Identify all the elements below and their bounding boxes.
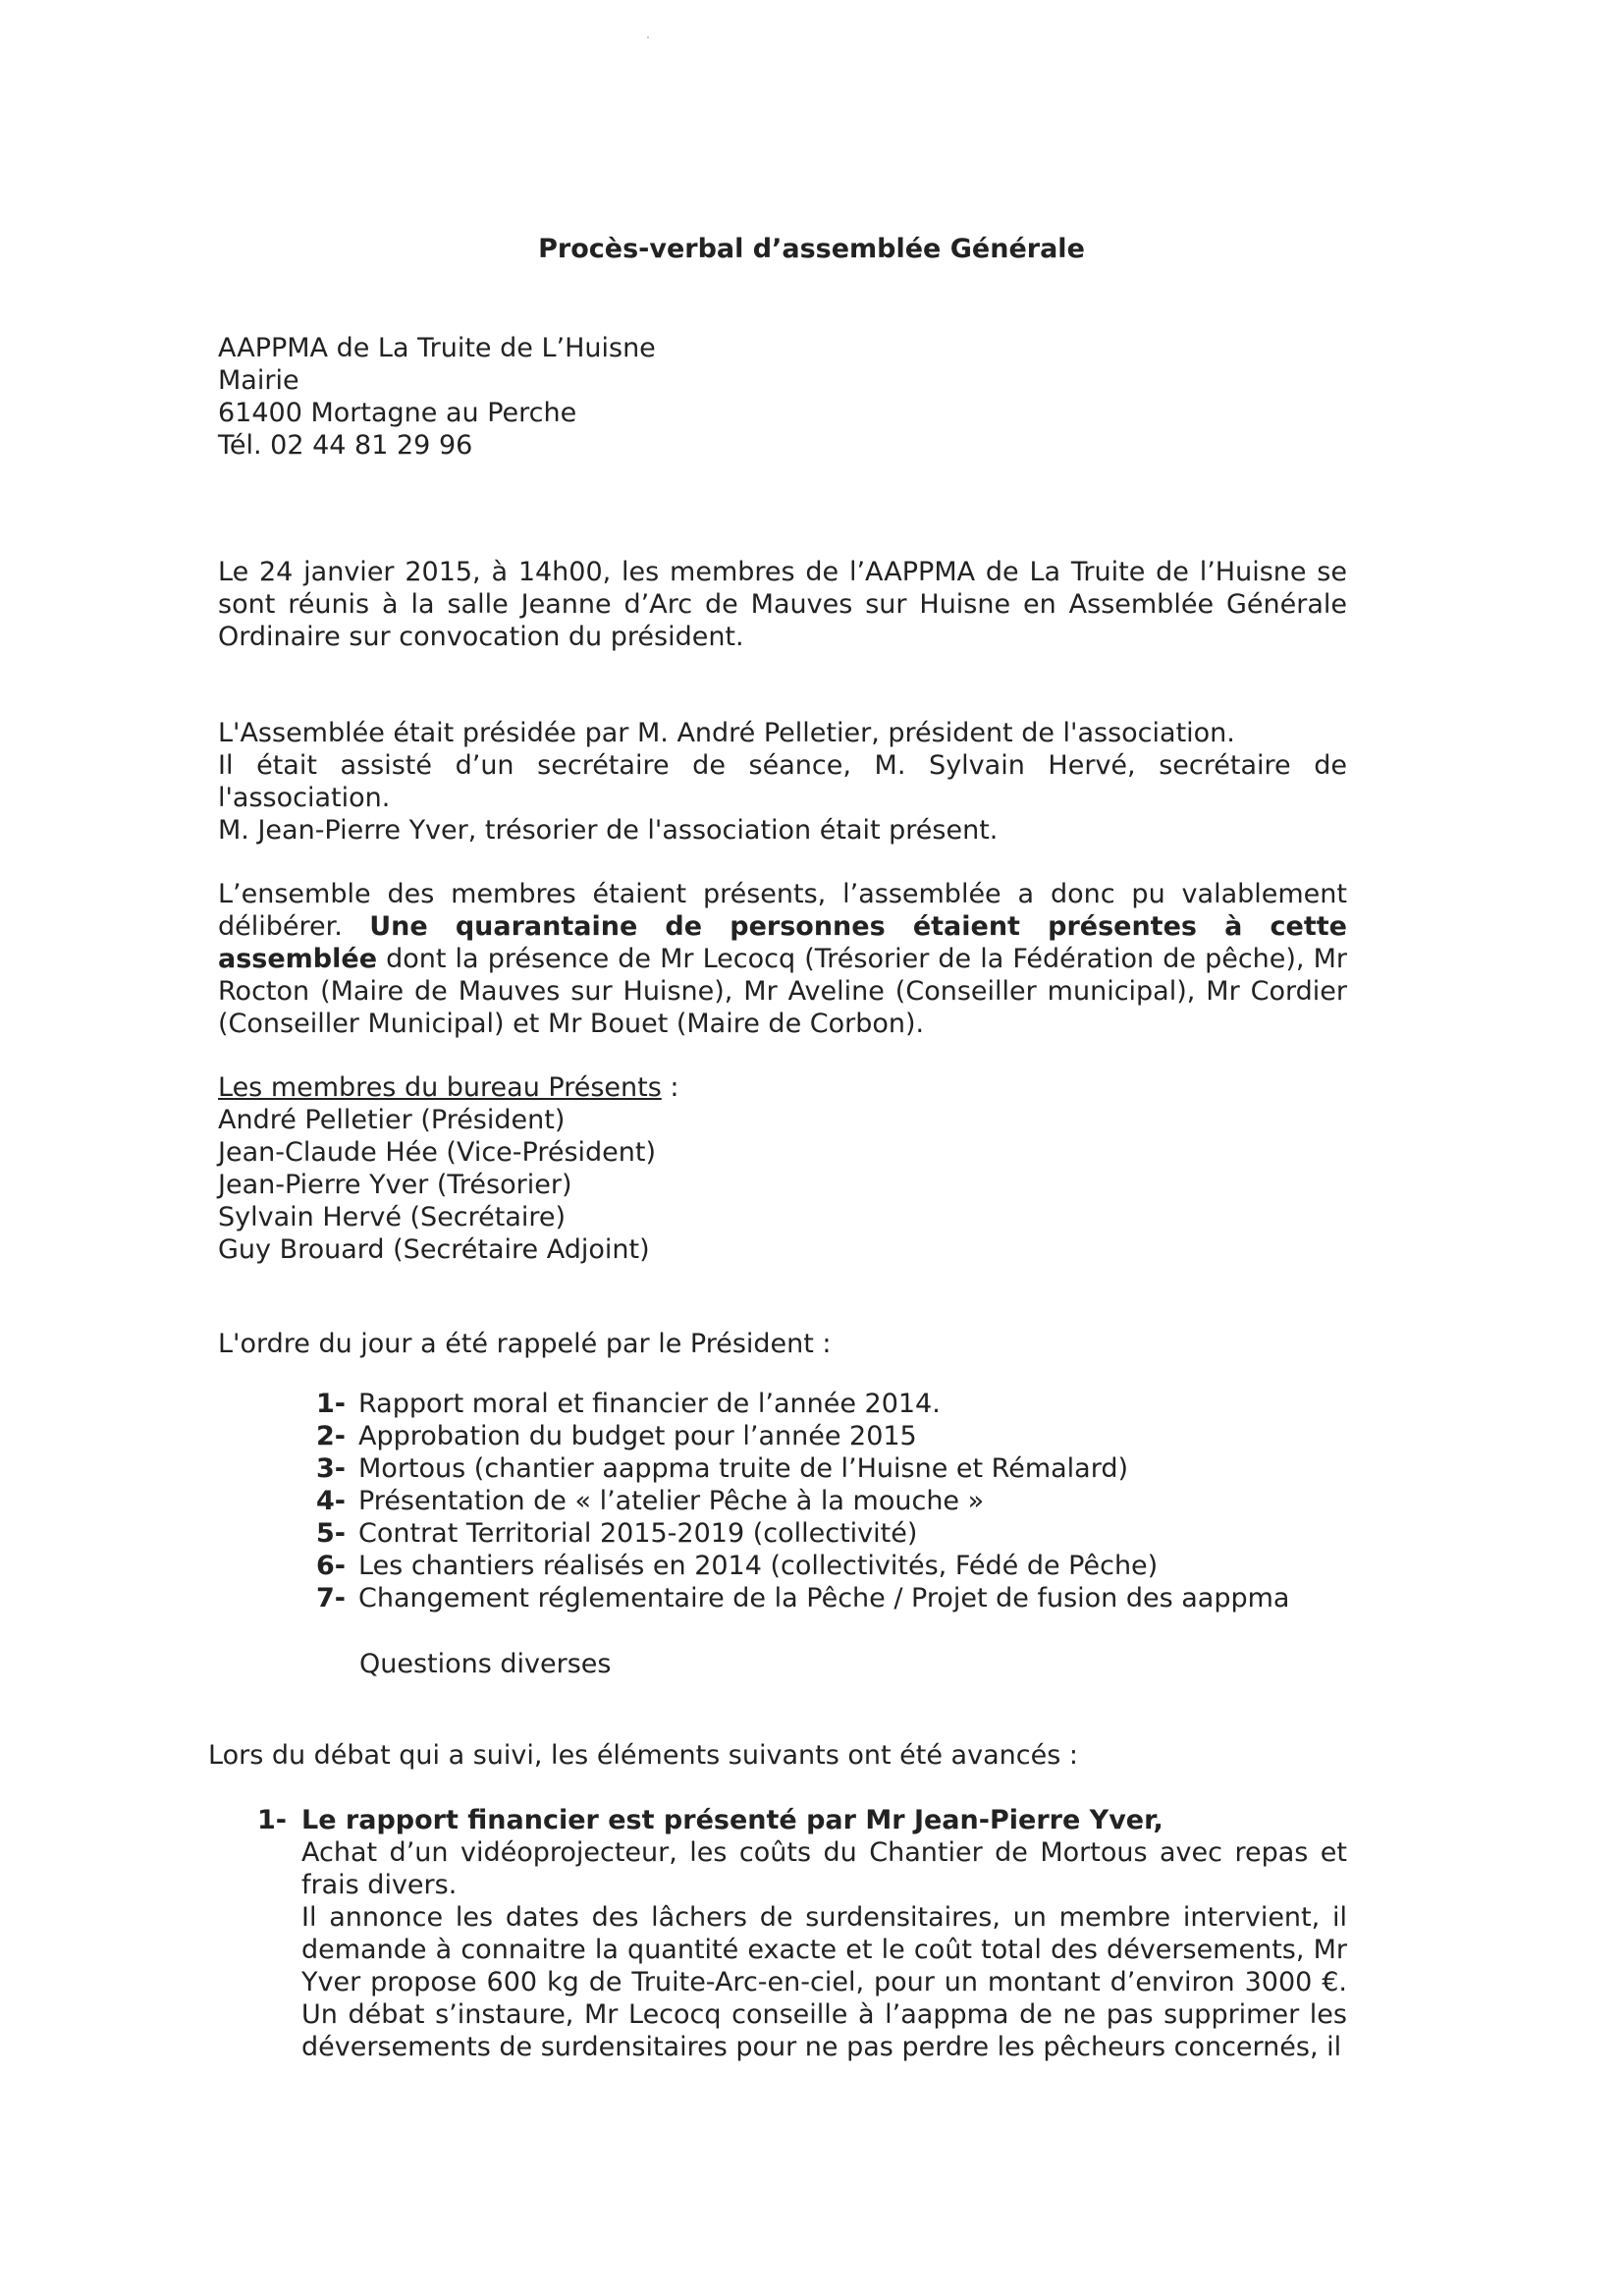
bureau-heading-label: Les membres du bureau Présents [218, 1072, 662, 1103]
agenda-item-number: 6- [316, 1551, 346, 1581]
address-line: 61400 Mortagne au Perche [218, 398, 577, 428]
agenda-item [316, 1420, 1289, 1452]
page-title: Procès-verbal d’assemblée Générale [538, 234, 1085, 264]
intro-paragraph: Le 24 janvier 2015, à 14h00, les membres de l’AAPPMA de La Truite de l’Huisne se sont réunis à la salle Jeanne d’Arc de Mauves sur Huisne en Assemblée Générale Ordinaire sur convocation du président. [218, 557, 1347, 652]
attendance-text: L’ensemble des membres étaient présents, l’assemblée a donc pu valablement délibérer. [218, 879, 1347, 942]
agenda-item [316, 1517, 1289, 1550]
attendance-highlight: Une quarantaine de personnes étaient présentes à cette assemblée [218, 911, 1347, 974]
agenda-item-text: Changement réglementaire de la Pêche / Projet de fusion des aappma [358, 1583, 1290, 1613]
bureau-member: André Pelletier (Président) [218, 1105, 566, 1135]
address-line: AAPPMA de La Truite de L’Huisne [218, 333, 656, 363]
section-number: 1- [257, 1805, 287, 1835]
agenda-item [316, 1550, 1289, 1582]
attendance-text: dont la présence de Mr Lecocq (Trésorier de la Fédération de pêche), Mr Rocton (Maire de Mauves sur Huisne), Mr Aveline (Conseiller municipal), Mr Cordier (Conseiller Municipal) et Mr Bouet (Maire de Corbon). [218, 944, 1347, 1039]
agenda-item-text: Approbation du budget pour l’année 2015 [358, 1421, 917, 1451]
debate-intro: Lors du débat qui a suivi, les éléments suivants ont été avancés : [208, 1740, 1078, 1771]
agenda-intro: L'ordre du jour a été rappelé par le Président : [218, 1329, 832, 1359]
presidency-paragraph [218, 717, 1347, 847]
agenda-item-text: Mortous (chantier aappma truite de l’Huisne et Rémalard) [358, 1453, 1129, 1484]
agenda-item-text: Les chantiers réalisés en 2014 (collectivités, Fédé de Pêche) [358, 1551, 1159, 1581]
agenda-item [316, 1582, 1289, 1614]
agenda-item-number: 3- [316, 1453, 346, 1484]
scan-speck [647, 36, 649, 38]
section-paragraph: Il annonce les dates des lâchers de surdensitaires, un membre intervient, il demande à connaitre la quantité exacte et le coût total des déversements, Mr Yver propose 600 kg de Truite-Arc-en-ciel, pour un montant d’environ 3000 €. Un débat s’instaure, Mr Lecocq conseille à l’aappma de ne pas supprimer les déversements de surdensitaires pour ne pas perdre les pêcheurs concernés, il [301, 1902, 1347, 2062]
address-line: Mairie [218, 365, 299, 396]
agenda-item-number: 1- [316, 1389, 346, 1419]
section-financial-report [257, 1804, 1347, 2063]
bureau-member: Jean-Claude Hée (Vice-Président) [218, 1137, 657, 1168]
bureau-heading [218, 1071, 1347, 1104]
agenda-item-number: 2- [316, 1421, 346, 1451]
agenda-item-text: Présentation de « l’atelier Pêche à la mouche » [358, 1486, 985, 1516]
bureau-heading-suffix: : [661, 1072, 679, 1103]
section-paragraph: Achat d’un vidéoprojecteur, les coûts du Chantier de Mortous avec repas et frais divers. [301, 1837, 1347, 1900]
agenda-item-text: Contrat Territorial 2015-2019 (collectivité) [358, 1518, 918, 1549]
bureau-member: Sylvain Hervé (Secrétaire) [218, 1202, 567, 1232]
section-heading-text: Le rapport financier est présenté par Mr Jean-Pierre Yver, [301, 1805, 1163, 1835]
presidency-line: Il était assisté d’un secrétaire de séance, M. Sylvain Hervé, secrétaire de l'association. [218, 750, 1347, 813]
section-heading [257, 1804, 1347, 1836]
address-line: Tél. 02 44 81 29 96 [218, 430, 473, 461]
bureau-member: Jean-Pierre Yver (Trésorier) [218, 1170, 572, 1200]
presidency-line: M. Jean-Pierre Yver, trésorier de l'association était présent. [218, 815, 999, 846]
agenda-item-text: Rapport moral et financier de l’année 2014. [358, 1389, 941, 1419]
agenda-item-number: 5- [316, 1518, 346, 1549]
agenda-item [316, 1452, 1289, 1485]
agenda-item-number: 7- [316, 1583, 346, 1613]
agenda-misc: Questions diverses [359, 1649, 612, 1679]
agenda-item [316, 1388, 1289, 1420]
agenda-item-number: 4- [316, 1486, 346, 1516]
agenda-item [316, 1485, 1289, 1517]
presidency-line: L'Assemblée était présidée par M. André Pelletier, président de l'association. [218, 718, 1235, 748]
address-block [218, 332, 1347, 462]
bureau-members [218, 1071, 1347, 1266]
bureau-member: Guy Brouard (Secrétaire Adjoint) [218, 1234, 650, 1265]
attendance-paragraph [218, 878, 1347, 1040]
agenda-list [316, 1388, 1289, 1614]
